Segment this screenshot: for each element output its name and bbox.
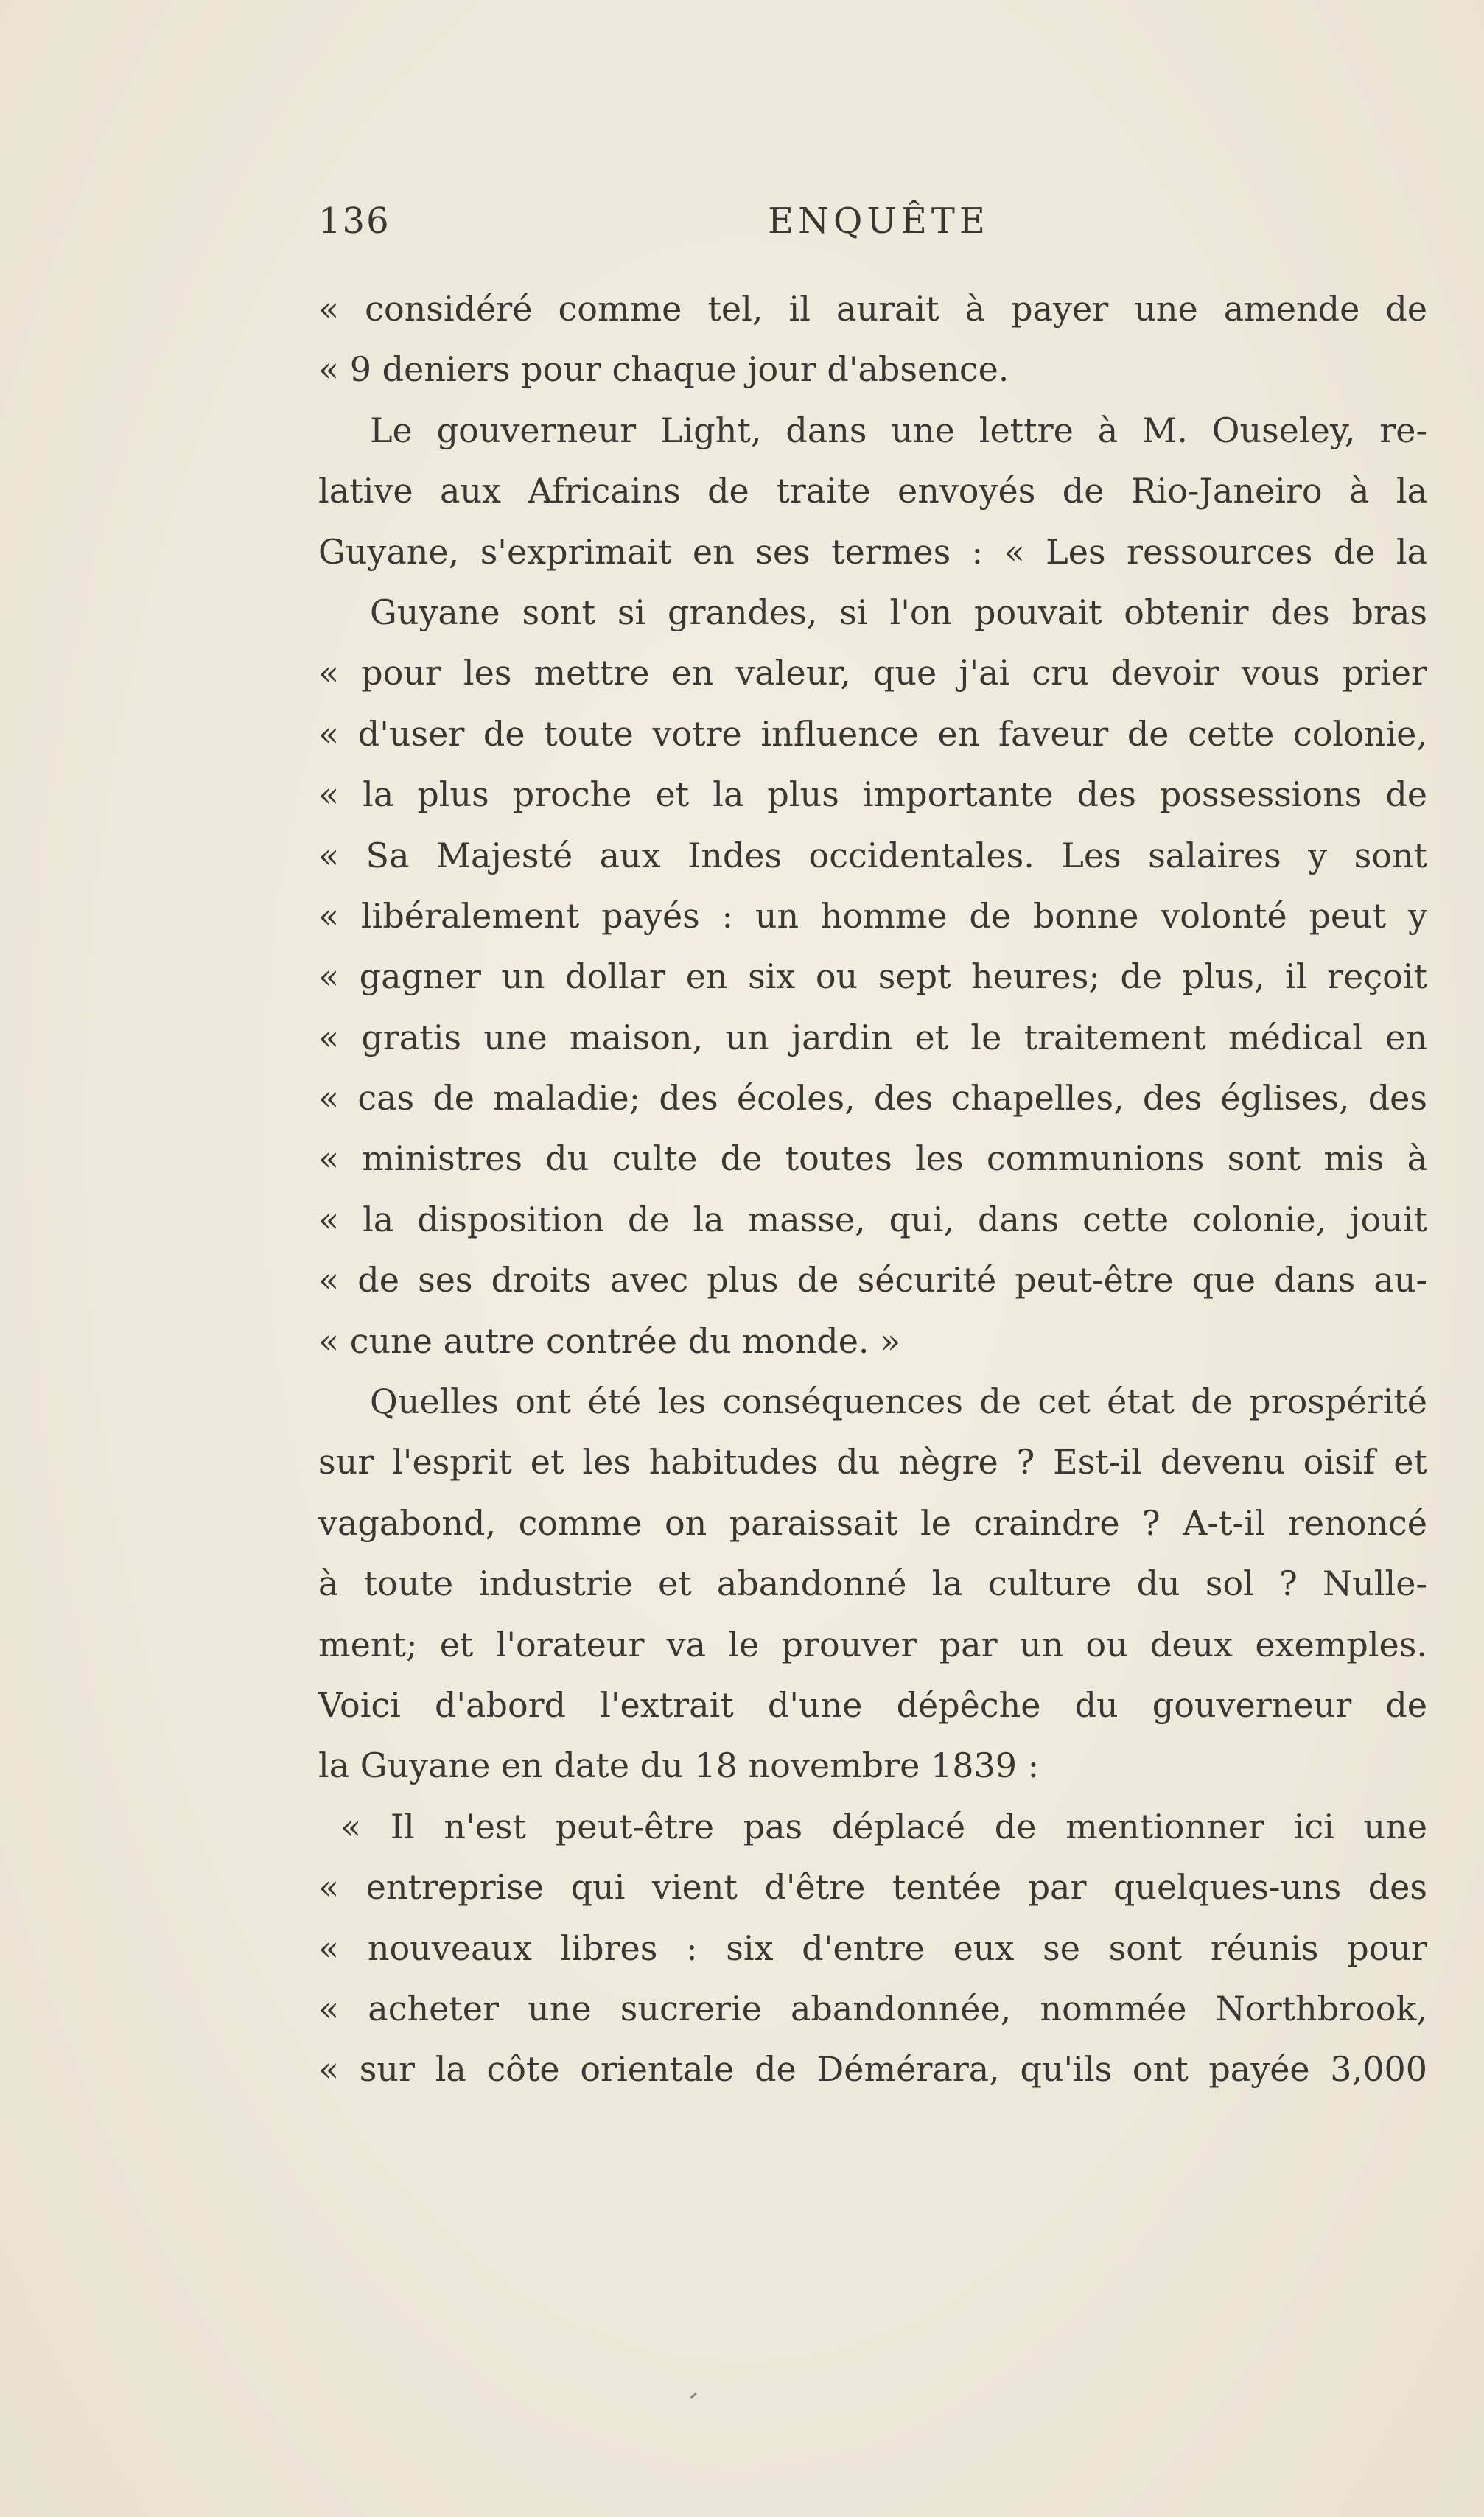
ink-mark bbox=[690, 2392, 697, 2399]
text-line: Guyane sont si grandes, si l'on pouvait obtenir des bras bbox=[370, 592, 1427, 632]
page-header bbox=[318, 200, 1438, 259]
text-line: « de ses droits avec plus de sécurité peut-être que dans au- bbox=[318, 1260, 1427, 1300]
text-line: « libéralement payés : un homme de bonne volonté peut y bbox=[318, 895, 1427, 936]
body-text bbox=[318, 279, 1427, 2100]
text-line: « Il n'est peut-être pas déplacé de mentionner ici une bbox=[340, 1806, 1427, 1846]
text-line: « cas de maladie; des écoles, des chapelles, des églises, des bbox=[318, 1078, 1427, 1119]
text-line: « d'user de toute votre influence en faveur de cette colonie, bbox=[318, 713, 1427, 754]
text-line: « la plus proche et la plus importante des possessions de bbox=[318, 774, 1427, 815]
text-line: ment; et l'orateur va le prouver par un ou deux exemples. bbox=[318, 1624, 1427, 1664]
text-line: « cune autre contrée du monde. » bbox=[318, 1320, 901, 1361]
text-line: « ministres du culte de toutes les communions sont mis à bbox=[318, 1138, 1427, 1179]
text-line: lative aux Africains de traite envoyés de Rio-Janeiro à la bbox=[318, 471, 1427, 511]
text-line: vagabond, comme on paraissait le craindre ? A-t-il renoncé bbox=[318, 1502, 1427, 1543]
text-line: la Guyane en date du 18 novembre 1839 : bbox=[318, 1746, 1040, 1786]
page-number: 136 bbox=[318, 200, 391, 242]
text-line: « pour les mettre en valeur, que j'ai cru devoir vous prier bbox=[318, 653, 1427, 693]
text-line: « 9 deniers pour chaque jour d'absence. bbox=[318, 349, 1009, 390]
text-line: Voici d'abord l'extrait d'une dépêche du gouverneur de bbox=[318, 1684, 1427, 1725]
text-line: sur l'esprit et les habitudes du nègre ? Est-il devenu oisif et bbox=[318, 1442, 1427, 1482]
text-line: « Sa Majesté aux Indes occidentales. Les salaires y sont bbox=[318, 835, 1427, 875]
text-line: Guyane, s'exprimait en ses termes : « Les ressources de la bbox=[318, 531, 1427, 572]
text-line: « gagner un dollar en six ou sept heures; de plus, il reçoit bbox=[318, 956, 1427, 997]
text-line: « sur la côte orientale de Démérara, qu'ils ont payée 3,000 bbox=[318, 2049, 1427, 2090]
text-line: « gratis une maison, un jardin et le traitement médical en bbox=[318, 1017, 1427, 1057]
text-line: Le gouverneur Light, dans une lettre à M. Ouseley, re- bbox=[370, 410, 1427, 450]
text-line: à toute industrie et abandonné la culture du sol ? Nulle- bbox=[318, 1564, 1427, 1604]
text-line: « la disposition de la masse, qui, dans cette colonie, jouit bbox=[318, 1199, 1427, 1239]
text-line: Quelles ont été les conséquences de cet état de prospérité bbox=[370, 1382, 1427, 1422]
text-line: « considéré comme tel, il aurait à payer une amende de bbox=[318, 289, 1427, 329]
text-line: « entreprise qui vient d'être tentée par quelques-uns des bbox=[318, 1867, 1427, 1908]
text-line: « nouveaux libres : six d'entre eux se sont réunis pour bbox=[318, 1928, 1427, 1968]
running-title: ENQUÊTE bbox=[768, 200, 990, 242]
text-line: « acheter une sucrerie abandonnée, nommée Northbrook, bbox=[318, 1988, 1427, 2028]
